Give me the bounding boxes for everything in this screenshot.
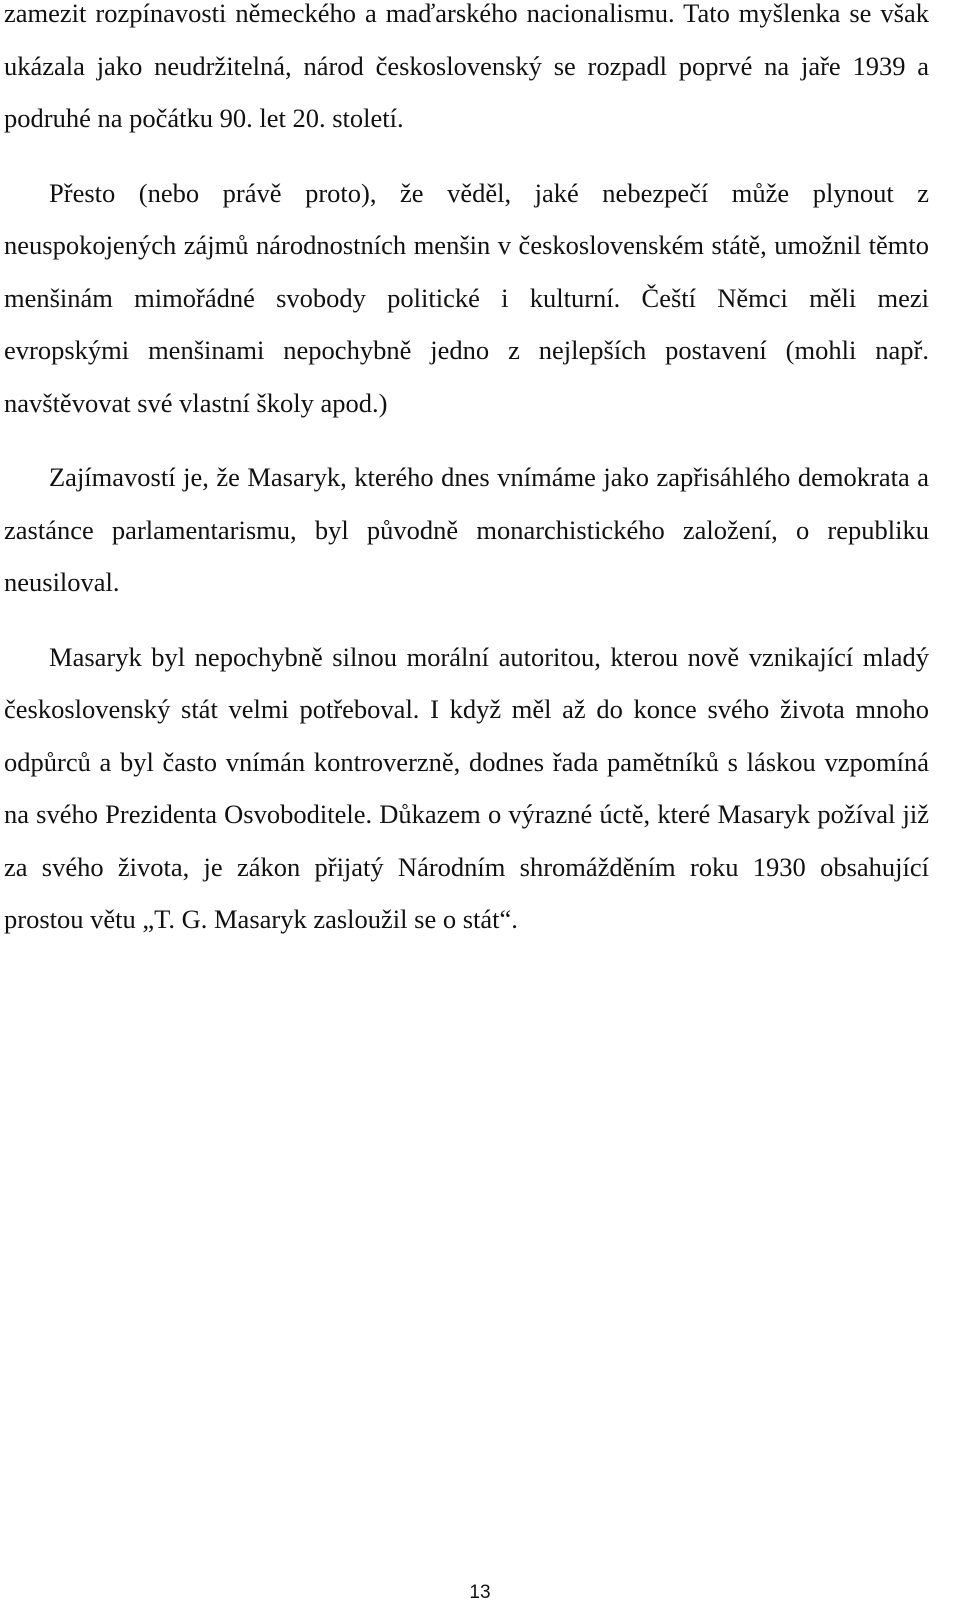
paragraph-minorities: Přesto (nebo právě proto), že věděl, jaké nebezpečí může plynout z neuspokojených zájmů národnostních menšin v československém státě, umožnil těmto menšinám mimořádné svobody politické i kulturní. Čeští Němci měli mezi evropskými menšinami nepochybně jedno z nejlepších postavení (mohli např. navštěvovat své vlastní školy apod.): [4, 177, 929, 418]
document-page: [4, 0, 929, 946]
paragraph-masaryk-monarchist: Zajímavostí je, že Masaryk, kterého dnes vnímáme jako zapřisáhlého demokrata a zastánce parlamentarismu, byl původně monarchistického založení, o republiku neusiloval.: [4, 462, 929, 597]
page-number: 13: [469, 1582, 491, 1603]
paragraph-masaryk-authority: Masaryk byl nepochybně silnou morální autoritou, kterou nově vznikající mladý československý stát velmi potřeboval. I když měl až do konce svého života mnoho odpůrců a byl často vnímán kontroverzně, dodnes řada pamětníků s láskou vzpomíná na svého Prezidenta Osvoboditele. Důkazem o výrazné úctě, které Masaryk požíval již za svého života, je zákon přijatý Národním shromážděním roku 1930 obsahující prostou větu „T. G. Masaryk zasloužil se o stát“.: [4, 641, 929, 934]
paragraph-continuation: zamezit rozpínavosti německého a maďarského nacionalismu. Tato myšlenka se však ukázala jako neudržitelná, národ československý se rozpadl poprvé na jaře 1939 a podruhé na počátku 90. let 20. století.: [4, 0, 929, 133]
